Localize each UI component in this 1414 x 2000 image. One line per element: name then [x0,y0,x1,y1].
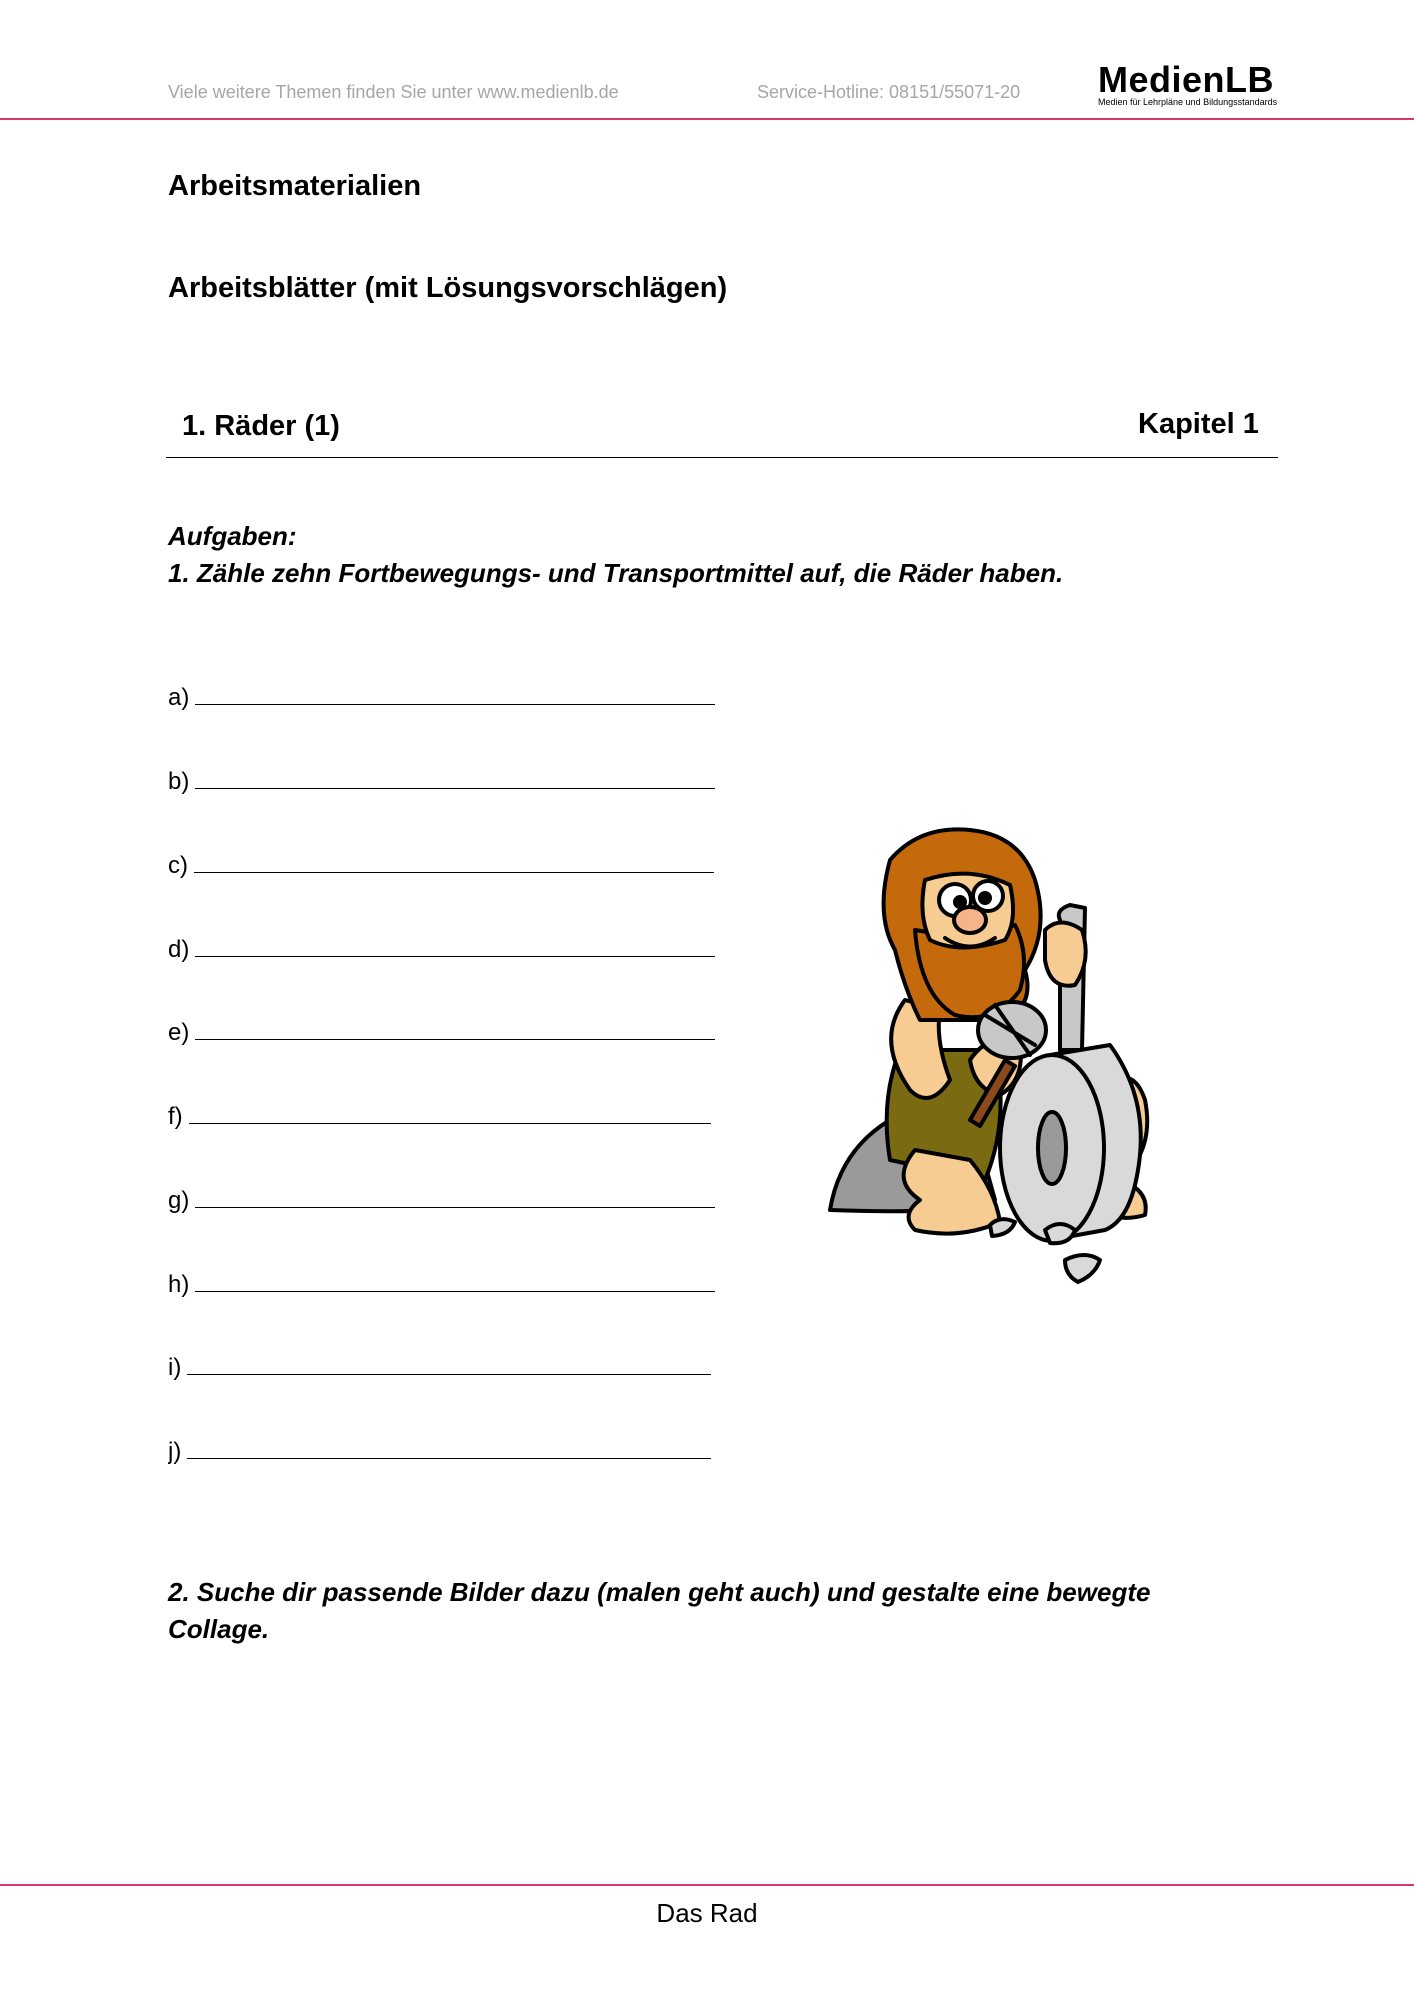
caveman-carving-stone-wheel-icon [820,820,1240,1300]
answer-row-j[interactable] [168,1436,728,1466]
header-website-note: Viele weitere Themen finden Sie unter www.medienlb.de [168,82,619,102]
footer-rule [0,1884,1414,1886]
answer-row-i[interactable] [168,1352,728,1382]
answer-row-e[interactable] [168,1017,728,1047]
footer-title: Das Rad [656,1898,758,1928]
answer-label: d) [168,936,190,963]
answer-row-f[interactable] [168,1101,728,1131]
answer-line[interactable] [195,1185,715,1208]
caveman-illustration [820,820,1240,1300]
section-title: Arbeitsmaterialien [168,170,422,202]
answer-row-c[interactable] [168,850,728,880]
task-2-text-line2: Collage. [168,1614,270,1644]
medienlb-logo [1098,59,1298,107]
answer-line[interactable] [189,1101,711,1124]
task-2-text-line1: 2. Suche dir passende Bilder dazu (malen geht auch) und gestalte eine bewegte [168,1577,1151,1607]
answer-line[interactable] [195,766,715,789]
answer-line[interactable] [195,934,715,957]
answer-line[interactable] [194,850,714,873]
answer-label: c) [168,852,188,879]
header-rule [0,118,1414,120]
logo-wordmark: MedienLB [1098,59,1275,100]
answer-label: b) [168,768,190,795]
answer-row-a[interactable] [168,682,728,712]
answer-row-b[interactable] [168,766,728,796]
task-1-text: 1. Zähle zehn Fortbewegungs- und Transportmittel auf, die Räder haben. [168,558,1064,588]
subsection-title: Arbeitsblätter (mit Lösungsvorschlägen) [168,272,728,304]
title-rule [166,457,1278,458]
answer-label: a) [168,684,190,711]
logo-subtitle: Medien für Lehrpläne und Bildungsstandards [1098,97,1278,107]
answer-line[interactable] [195,1269,715,1292]
answer-label: g) [168,1187,190,1214]
answer-row-g[interactable] [168,1185,728,1215]
answer-row-d[interactable] [168,934,728,964]
answer-label: e) [168,1019,190,1046]
answer-label: i) [168,1354,182,1381]
worksheet-title: 1. Räder (1) [182,410,340,442]
answer-line[interactable] [187,1436,711,1459]
header-hotline: Service-Hotline: 08151/55071-20 [757,82,1021,102]
answer-line[interactable] [195,1017,715,1040]
chapter-label: Kapitel 1 [1138,408,1259,440]
answer-line[interactable] [195,682,715,705]
answer-row-h[interactable] [168,1269,728,1299]
answer-line[interactable] [187,1352,711,1375]
answer-label: j) [168,1438,182,1465]
answer-label: f) [168,1103,183,1130]
answer-label: h) [168,1271,190,1298]
tasks-heading: Aufgaben: [168,521,297,551]
